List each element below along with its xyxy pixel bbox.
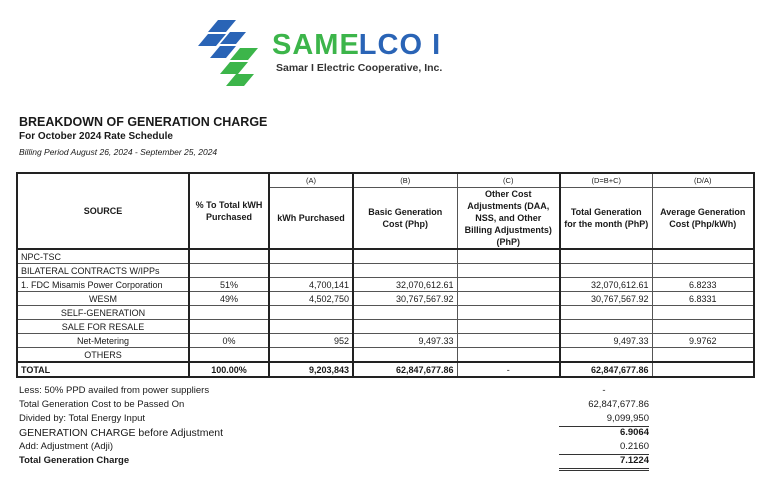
avg-cell: 6.8331 bbox=[652, 292, 754, 306]
brand-tagline: Samar I Electric Cooperative, Inc. bbox=[276, 62, 443, 74]
table-row bbox=[17, 249, 754, 264]
pct-cell bbox=[189, 264, 269, 278]
summary-row-ppd bbox=[19, 384, 649, 398]
total-cell: 32,070,612.61 bbox=[560, 278, 652, 292]
basic-cell bbox=[353, 348, 457, 363]
summary-row-energy-input bbox=[19, 412, 649, 426]
samelco-logo bbox=[196, 18, 476, 88]
header-other: Other Cost Adjustments (DAA, NSS, and Other Billing Adjustments) (PhP) bbox=[457, 188, 560, 250]
other-cell bbox=[457, 348, 560, 363]
total-cell bbox=[560, 320, 652, 334]
total-cell bbox=[560, 249, 652, 264]
source-cell: OTHERS bbox=[17, 348, 189, 363]
table-row bbox=[17, 278, 754, 292]
other-cell bbox=[457, 264, 560, 278]
avg-cell: 9.9762 bbox=[652, 334, 754, 348]
brand-name: SAMELCO I bbox=[272, 29, 442, 61]
lightning-panels-icon bbox=[196, 18, 268, 88]
pct-cell bbox=[189, 249, 269, 264]
source-cell: SELF-GENERATION bbox=[17, 306, 189, 320]
summary-label: Divided by: Total Energy Input bbox=[19, 413, 146, 424]
other-cell bbox=[457, 278, 560, 292]
summary-row-total-cost bbox=[19, 398, 649, 412]
source-cell: 1. FDC Misamis Power Corporation bbox=[17, 278, 189, 292]
rate-schedule-subtitle: For October 2024 Rate Schedule bbox=[19, 131, 173, 142]
total-basic: 62,847,677.86 bbox=[353, 362, 457, 377]
summary-label: Total Generation Charge bbox=[19, 455, 130, 466]
pct-cell: 49% bbox=[189, 292, 269, 306]
avg-cell bbox=[652, 320, 754, 334]
kwh-cell bbox=[269, 348, 353, 363]
summary-value: - bbox=[602, 385, 606, 396]
pct-cell: 51% bbox=[189, 278, 269, 292]
kwh-cell: 952 bbox=[269, 334, 353, 348]
header-basic: Basic Generation Cost (Php) bbox=[353, 188, 457, 250]
table-row bbox=[17, 320, 754, 334]
total-row bbox=[17, 362, 754, 377]
avg-cell bbox=[652, 348, 754, 363]
header-other-code: (C) bbox=[457, 173, 560, 188]
total-cell bbox=[560, 264, 652, 278]
summary-section bbox=[19, 384, 649, 468]
basic-cell: 30,767,567.92 bbox=[353, 292, 457, 306]
summary-value: 6.9064 bbox=[619, 427, 649, 438]
source-cell: NPC-TSC bbox=[17, 249, 189, 264]
summary-value: 9,099,950 bbox=[559, 412, 649, 427]
avg-cell bbox=[652, 264, 754, 278]
basic-cell: 9,497.33 bbox=[353, 334, 457, 348]
table-row bbox=[17, 264, 754, 278]
total-cell: 9,497.33 bbox=[560, 334, 652, 348]
summary-value: 0.2160 bbox=[559, 440, 649, 455]
other-cell bbox=[457, 249, 560, 264]
basic-cell bbox=[353, 264, 457, 278]
header-source: SOURCE bbox=[17, 173, 189, 249]
header-total: Total Generation for the month (PhP) bbox=[560, 188, 652, 250]
other-cell bbox=[457, 306, 560, 320]
avg-cell bbox=[652, 249, 754, 264]
summary-row-charge-before-adj bbox=[19, 426, 649, 440]
summary-value: 7.1224 bbox=[559, 454, 649, 471]
header-total-code: (D=B+C) bbox=[560, 173, 652, 188]
kwh-cell bbox=[269, 306, 353, 320]
pct-cell bbox=[189, 320, 269, 334]
total-avg bbox=[652, 362, 754, 377]
billing-period: Billing Period August 26, 2024 - September 25, 2024 bbox=[19, 147, 218, 157]
header-kwh: kWh Purchased bbox=[269, 188, 353, 250]
total-kwh: 9,203,843 bbox=[269, 362, 353, 377]
table-row bbox=[17, 334, 754, 348]
summary-label: Less: 50% PPD availed from power suppliers bbox=[19, 385, 210, 396]
header-avg-code: (D/A) bbox=[652, 173, 754, 188]
kwh-cell bbox=[269, 320, 353, 334]
total-label: TOTAL bbox=[17, 362, 189, 377]
summary-row-total-charge bbox=[19, 454, 649, 468]
header-pct: % To Total kWH Purchased bbox=[189, 173, 269, 249]
total-cell bbox=[560, 306, 652, 320]
summary-value: 62,847,677.86 bbox=[588, 399, 649, 410]
total-cell bbox=[560, 348, 652, 363]
header-avg: Average Generation Cost (Php/kWh) bbox=[652, 188, 754, 250]
table-row bbox=[17, 306, 754, 320]
pct-cell bbox=[189, 306, 269, 320]
kwh-cell: 4,700,141 bbox=[269, 278, 353, 292]
summary-label: Total Generation Cost to be Passed On bbox=[19, 399, 185, 410]
kwh-cell bbox=[269, 249, 353, 264]
source-cell: Net-Metering bbox=[17, 334, 189, 348]
source-cell: WESM bbox=[17, 292, 189, 306]
avg-cell: 6.8233 bbox=[652, 278, 754, 292]
other-cell bbox=[457, 320, 560, 334]
avg-cell bbox=[652, 306, 754, 320]
basic-cell: 32,070,612.61 bbox=[353, 278, 457, 292]
table-row bbox=[17, 292, 754, 306]
total-other: - bbox=[457, 362, 560, 377]
header-basic-code: (B) bbox=[353, 173, 457, 188]
total-generation: 62,847,677.86 bbox=[560, 362, 652, 377]
source-cell: SALE FOR RESALE bbox=[17, 320, 189, 334]
table-row bbox=[17, 348, 754, 363]
basic-cell bbox=[353, 306, 457, 320]
pct-cell bbox=[189, 348, 269, 363]
basic-cell bbox=[353, 320, 457, 334]
total-pct: 100.00% bbox=[189, 362, 269, 377]
summary-label: Add: Adjustment (Adji) bbox=[19, 441, 113, 452]
summary-label: GENERATION CHARGE before Adjustment bbox=[19, 427, 224, 439]
summary-row-adjustment bbox=[19, 440, 649, 454]
page-title: BREAKDOWN OF GENERATION CHARGE bbox=[19, 115, 268, 129]
other-cell bbox=[457, 292, 560, 306]
source-cell: BILATERAL CONTRACTS W/IPPs bbox=[17, 264, 189, 278]
pct-cell: 0% bbox=[189, 334, 269, 348]
other-cell bbox=[457, 334, 560, 348]
basic-cell bbox=[353, 249, 457, 264]
total-cell: 30,767,567.92 bbox=[560, 292, 652, 306]
kwh-cell bbox=[269, 264, 353, 278]
kwh-cell: 4,502,750 bbox=[269, 292, 353, 306]
generation-charge-table bbox=[16, 172, 755, 378]
header-kwh-code: (A) bbox=[269, 173, 353, 188]
